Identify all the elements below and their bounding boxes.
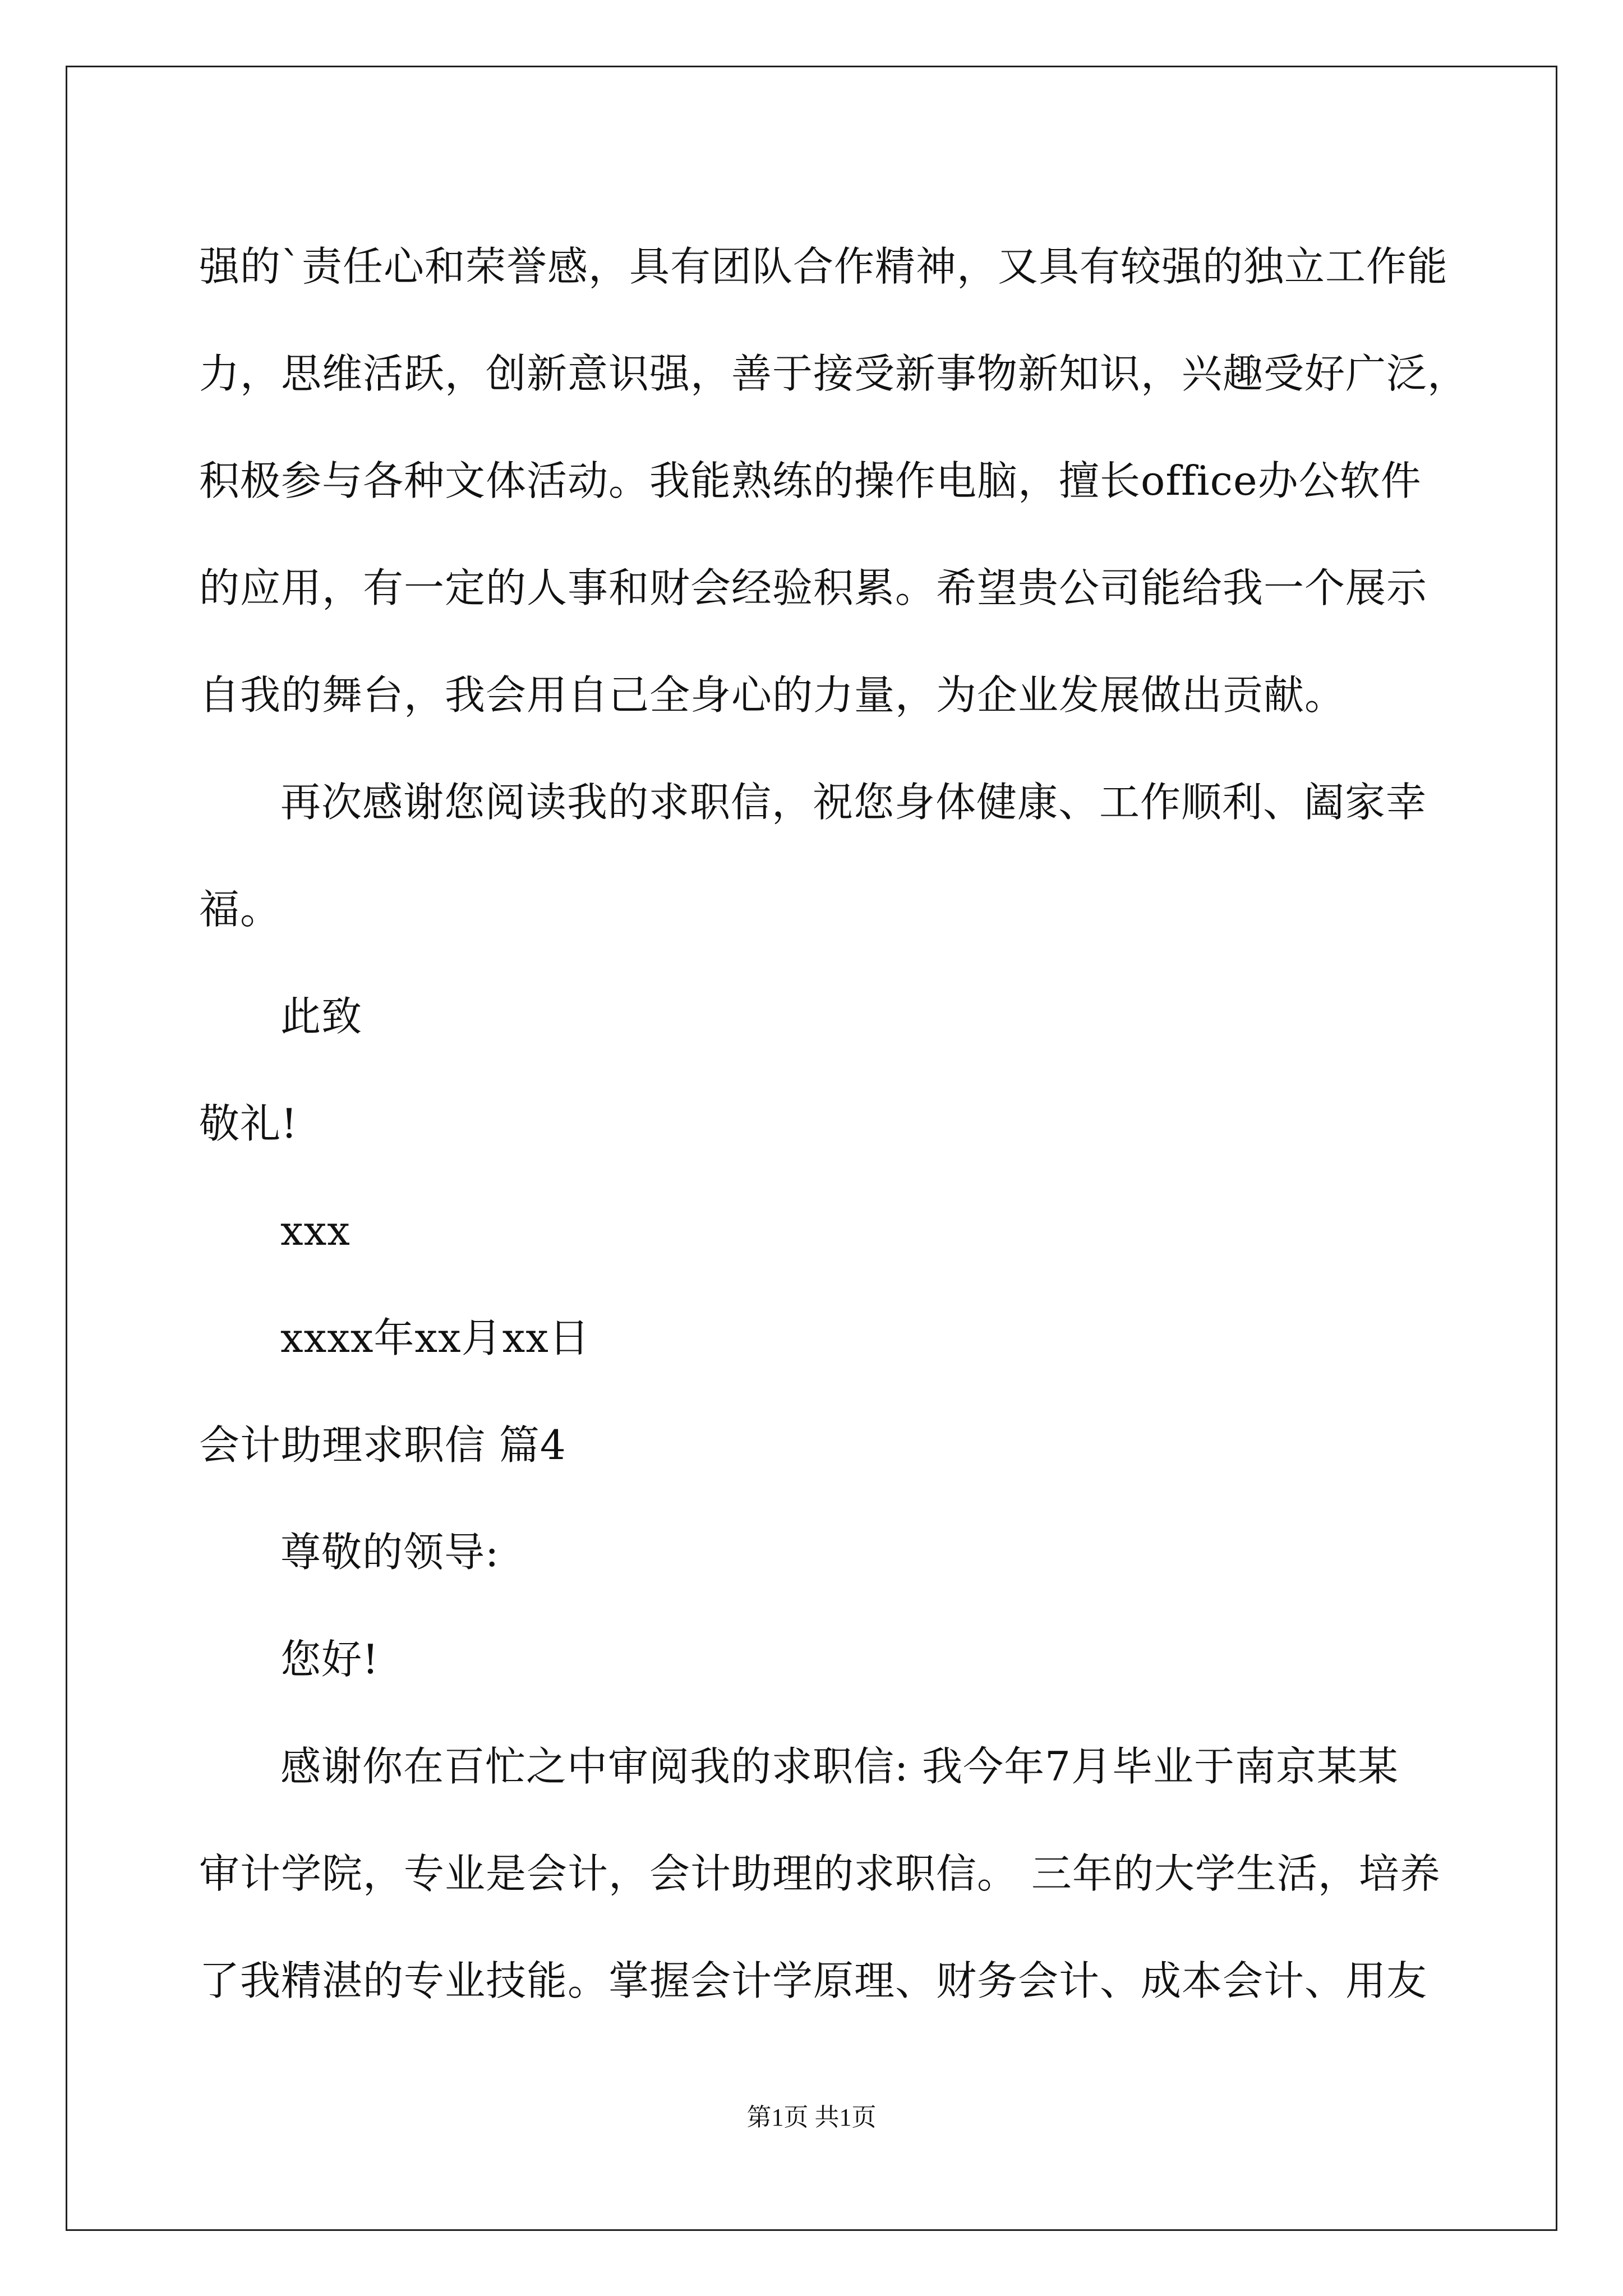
paragraph-line: 再次感谢您阅读我的求职信，祝您身体健康、工作顺利、阖家幸 — [280, 779, 1427, 826]
paragraph-line: 的应用，有一定的人事和财会经验积累。希望贵公司能给我一个展示 — [199, 564, 1428, 611]
letter-hello: 您好! — [280, 1636, 379, 1683]
closing-salutation: 此致 — [280, 993, 363, 1040]
document-body — [199, 213, 1469, 2035]
section-heading: 会计助理求职信 篇4 — [199, 1421, 566, 1469]
paragraph-line: 感谢你在百忙之中审阅我的求职信: 我今年7月毕业于南京某某 — [280, 1743, 1399, 1790]
signature-date: xxxx年xx月xx日 — [280, 1314, 590, 1361]
closing-respect: 敬礼! — [199, 1100, 298, 1147]
paragraph-line: 福。 — [199, 886, 282, 933]
paragraph-line: 审计学院，专业是会计，会计助理的求职信。 三年的大学生活，培养 — [199, 1850, 1441, 1897]
paragraph-line: 自我的舞台，我会用自己全身心的力量，为企业发展做出贡献。 — [199, 671, 1346, 719]
paragraph-line: 积极参与各种文体活动。我能熟练的操作电脑，擅长office办公软件 — [199, 457, 1422, 504]
paragraph-line: 了我精湛的专业技能。掌握会计学原理、财务会计、成本会计、用友 — [199, 1957, 1428, 2004]
paragraph-line: 强的`责任心和荣誉感，具有团队合作精神，又具有较强的独立工作能 — [199, 243, 1449, 290]
letter-greeting: 尊敬的领导: — [280, 1529, 500, 1576]
page-footer: 第1页 共1页 — [746, 2104, 877, 2131]
paragraph-line: 力，思维活跃，创新意识强，善于接受新事物新知识，兴趣受好广泛， — [199, 350, 1469, 397]
signature-name: xxx — [280, 1207, 351, 1254]
